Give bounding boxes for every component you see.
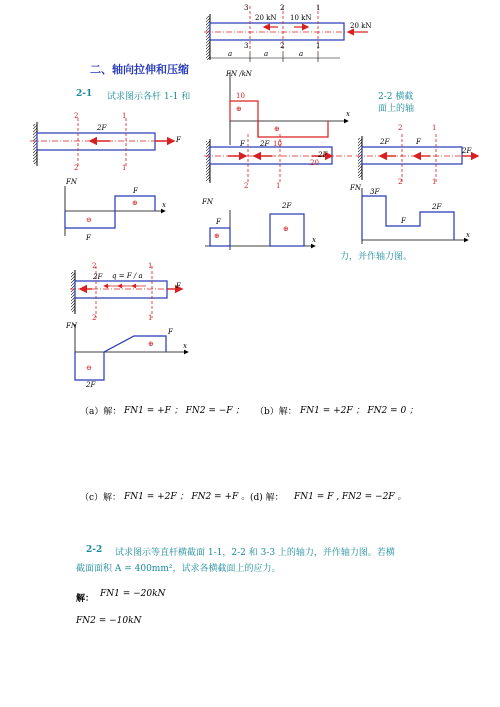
answer-c-label: （c）解： — [80, 493, 122, 503]
fig-c-value-f: F — [401, 217, 406, 225]
fig-b-fn-axis: FN — [202, 198, 213, 206]
top-section-1-bottom: 1 — [316, 42, 321, 50]
fig-b-diagram-x-axis: x — [312, 236, 316, 244]
fig-b-value-f: F — [216, 218, 221, 226]
fig-b-figure — [204, 72, 352, 250]
problem-2-1-text: 试求图示各杆 1-1 和 — [107, 92, 191, 102]
fig-c-section-1-bottom: 1 — [432, 178, 437, 186]
fig-d-fn-axis: FN — [66, 322, 77, 330]
problem-2-1-text-c: 力，并作轴力图。 — [340, 252, 413, 262]
fig-c-section-2: 2 — [398, 124, 403, 132]
fig-c-value-2f: 2F — [432, 203, 442, 211]
top-force-20kn-right: 20 kN — [350, 22, 372, 30]
fig-a-section-2-bottom: 2 — [74, 164, 79, 172]
fig-c-force-f: F — [416, 138, 421, 146]
top-section-3: 3 — [244, 4, 249, 12]
fig-a-section-1-bottom: 1 — [122, 164, 127, 172]
fig-a-force-f: F — [176, 136, 181, 144]
top-length-a2: a — [264, 50, 269, 58]
fig-d-value-2f: 2F — [86, 381, 96, 389]
fig-c-fn-axis: FN — [350, 184, 361, 192]
fig-a-axial-force-diagram — [65, 186, 165, 236]
fig-a-value-f-neg: F — [86, 234, 91, 242]
section-title: 二、轴向拉伸和压缩 — [90, 63, 189, 76]
fig-b-value-10: 10 — [236, 92, 245, 100]
problem-2-1-number: 2-1 — [76, 89, 93, 99]
problem-2-1-text-b2: 面上的轴 — [378, 104, 415, 114]
fig-a-minus-sign: ⊖ — [86, 216, 92, 224]
fig-c-x-axis: x — [466, 231, 470, 239]
problem-2-2-line1: 试求图示等直杆横截面 1-1，2-2 和 3-3 上的轴力，并作轴力图。若横 — [115, 548, 395, 558]
answer-d-equation: FN1 = F , FN2 = −2F 。 — [294, 492, 407, 502]
fig-d-section-2: 2 — [92, 262, 97, 270]
fig-a-force-2f: 2F — [97, 124, 107, 132]
fig-b-x-axis: x — [346, 110, 350, 118]
top-section-3-bottom: 3 — [244, 42, 249, 50]
top-section-2: 2 — [280, 4, 285, 12]
top-length-a3: a — [299, 50, 304, 58]
fig-d-force-2f: 2F — [93, 273, 103, 281]
fig-a-fn-axis: FN — [66, 178, 77, 186]
fig-b-force-f: F — [240, 140, 245, 148]
answer-c-equation: FN1 = +2F ； FN2 = +F 。 — [124, 492, 251, 502]
fig-d-section-2-bottom: 2 — [92, 314, 97, 322]
fig-b-plus-sign: ⊕ — [236, 105, 242, 113]
fig-d-x-axis: x — [183, 342, 187, 350]
fig-b-diagram-plus-2: ⊕ — [283, 225, 289, 233]
fig-c-section-1: 1 — [432, 124, 437, 132]
top-length-a1: a — [228, 50, 233, 58]
fig-d-section-1-bottom: 1 — [148, 314, 153, 322]
problem-2-2-eq2: FN2 = −10kN — [76, 616, 142, 626]
fig-a-plus-sign: ⊕ — [132, 199, 138, 207]
fig-d-plus-sign: ⊕ — [148, 340, 154, 348]
fig-c-force-2f: 2F — [380, 138, 390, 146]
fig-b-section-1: 1 — [276, 182, 281, 190]
top-section-1: 1 — [316, 4, 321, 12]
fig-b-minus-sign: ⊕ — [274, 125, 280, 133]
fig-b-fn-kn-axis: FN /kN — [226, 70, 252, 78]
fig-d-value-f: F — [168, 328, 173, 336]
answer-d-label: (d) 解： — [250, 493, 284, 503]
answer-b-equation: FN1 = +2F ； FN2 = 0 ； — [300, 406, 419, 416]
top-section-2-bottom: 2 — [280, 42, 285, 50]
fig-d-minus-sign: ⊖ — [86, 364, 92, 372]
fig-d-load-q: q = F / a — [112, 272, 143, 280]
fig-b-value-10-lower: 10 — [273, 140, 282, 148]
fig-b-force-2f-right: 2F — [318, 151, 328, 159]
answer-b-label: （b）解： — [255, 407, 297, 417]
problem-2-2-solution-label: 解： — [76, 594, 95, 604]
problem-2-1-text-b1: 2-2 横截 — [378, 92, 414, 102]
fig-d-figure — [70, 266, 188, 380]
fig-c-force-2f-right: 2F — [462, 147, 472, 155]
problem-2-2-eq1: FN1 = −20kN — [100, 589, 166, 599]
fig-b-diagram-plus-1: ⊕ — [214, 232, 220, 240]
fig-b-section-2: 2 — [244, 182, 249, 190]
fig-b-value-20: 20 — [310, 159, 319, 167]
fig-c-value-3f: 3F — [370, 188, 380, 196]
fig-a-section-2: 2 — [74, 112, 79, 120]
top-force-20kn: 20 kN — [255, 14, 277, 22]
problem-2-2-line2: 截面面积 A = 400mm²，试求各横截面上的应力。 — [76, 564, 281, 574]
top-force-10kn: 10 kN — [290, 14, 312, 22]
fig-a-section-1: 1 — [122, 112, 127, 120]
fig-d-section-1: 1 — [148, 262, 153, 270]
fig-b-value-2f: 2F — [282, 202, 292, 210]
fig-b-force-2f: 2F — [260, 140, 270, 148]
answer-a-equation: FN1 = +F ； FN2 = −F ； — [124, 406, 245, 416]
fig-d-force-f: F — [176, 282, 181, 290]
answer-a-label: （a）解： — [80, 407, 122, 417]
problem-2-2-number: 2-2 — [86, 545, 103, 555]
fig-a-value-f-pos: F — [133, 187, 138, 195]
fig-c-section-2-bottom: 2 — [398, 178, 403, 186]
fig-a-x-axis: x — [162, 201, 166, 209]
